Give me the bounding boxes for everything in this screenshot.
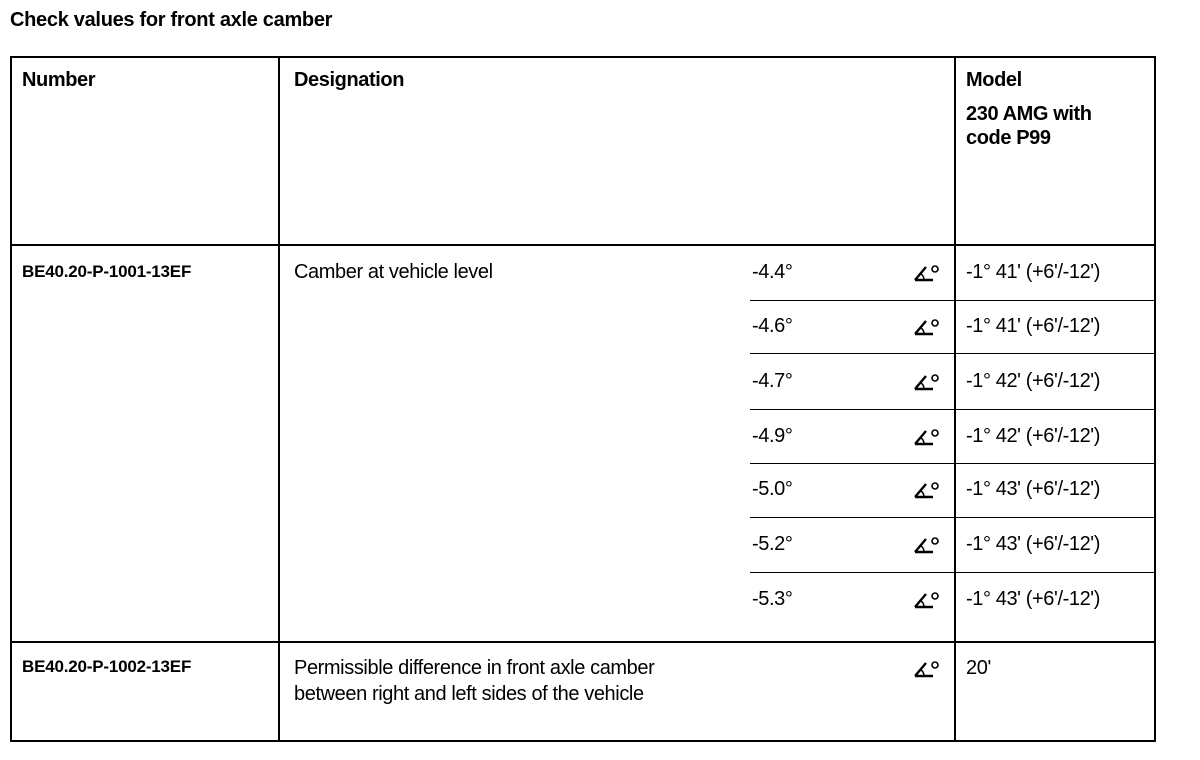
vehicle-level: -5.2° (752, 533, 793, 555)
camber-value: -1° 41' (+6'/-12') (966, 261, 1100, 283)
header-model: Model (966, 69, 1022, 91)
row-number: BE40.20-P-1001-13EF (22, 262, 192, 281)
column-divider (954, 56, 956, 742)
camber-angle-icon (912, 480, 940, 500)
camber-value: -1° 43' (+6'/-12') (966, 533, 1100, 555)
vehicle-level: -4.9° (752, 425, 793, 447)
camber-table (10, 56, 1156, 742)
camber-angle-icon (912, 263, 940, 283)
vehicle-level: -5.0° (752, 478, 793, 500)
header-model-variant: 230 AMG with code P99 (966, 103, 1092, 149)
row-number: BE40.20-P-1002-13EF (22, 657, 192, 676)
vehicle-level: -4.6° (752, 315, 793, 337)
vehicle-level: -4.4° (752, 261, 793, 283)
subrow-divider (750, 463, 1156, 464)
row-designation-line: between right and left sides of the vehicle (294, 683, 644, 705)
row-divider (10, 641, 1156, 643)
camber-angle-icon (912, 590, 940, 610)
header-designation: Designation (294, 69, 405, 91)
camber-angle-icon (912, 317, 940, 337)
subrow-divider (750, 517, 1156, 518)
subrow-divider (750, 353, 1156, 354)
camber-value: -1° 43' (+6'/-12') (966, 478, 1100, 500)
camber-value: -1° 42' (+6'/-12') (966, 425, 1100, 447)
camber-angle-icon (912, 535, 940, 555)
vehicle-level: -4.7° (752, 370, 793, 392)
subrow-divider (750, 572, 1156, 573)
subrow-divider (750, 300, 1156, 301)
camber-value: -1° 42' (+6'/-12') (966, 370, 1100, 392)
camber-value: -1° 41' (+6'/-12') (966, 315, 1100, 337)
subrow-divider (750, 409, 1156, 410)
camber-difference-value: 20' (966, 657, 991, 679)
row-designation-line: Permissible difference in front axle camber (294, 657, 655, 679)
vehicle-level: -5.3° (752, 588, 793, 610)
header-number: Number (22, 69, 96, 91)
column-divider (278, 56, 280, 742)
camber-angle-icon (912, 659, 940, 679)
row-divider (10, 244, 1156, 246)
camber-angle-icon (912, 427, 940, 447)
camber-angle-icon (912, 372, 940, 392)
page-title: Check values for front axle camber (10, 9, 333, 31)
camber-value: -1° 43' (+6'/-12') (966, 588, 1100, 610)
row-designation: Camber at vehicle level (294, 261, 493, 283)
